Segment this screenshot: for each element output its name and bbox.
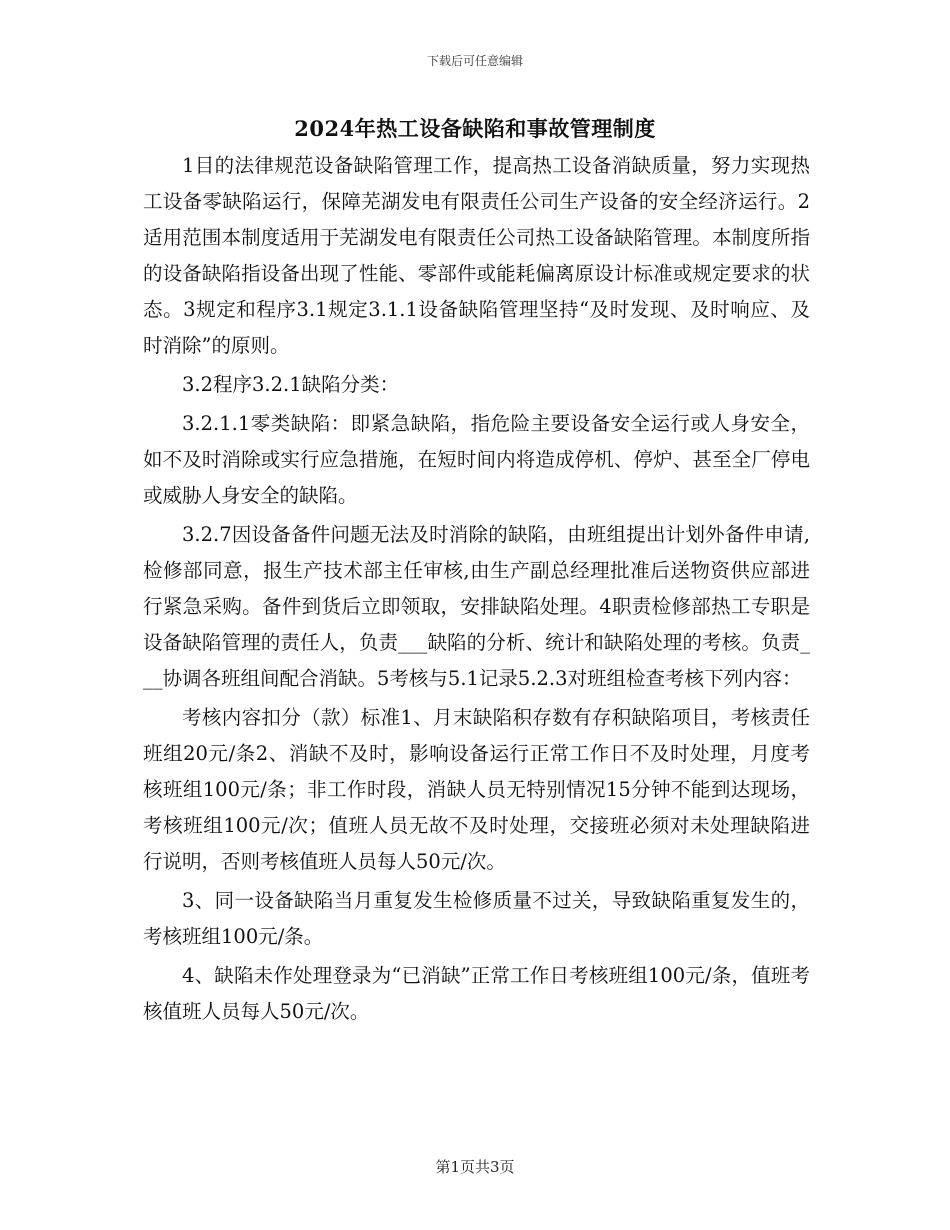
paragraph-procedure-classification: 3.2程序3.2.1缺陷分类： <box>182 373 400 396</box>
paragraph-assessment-standards: 考核内容扣分（款）标准1、月末缺陷积存数有存积缺陷项目，考核责任班组20元/条2、消缺不及时，影响设备运行正常工作日不及时处理，月度考核班组100元/条；非工作时段，消缺人员无特别情况15分钟不能到达现场，考核班组100元/次；值班人员无故不及时处理，交接班必须对未处理缺陷进行说明，否则考核值班人员每人50元/次。 <box>143 706 810 873</box>
paragraph-purpose-scope: 1目的法律规范设备缺陷管理工作，提高热工设备消缺质量，努力实现热工设备零缺陷运行，保障芜湖发电有限责任公司生产设备的安全经济运行。2适用范围本制度适用于芜湖发电有限责任公司热工设备缺陷管理。本制度所指的设备缺陷指设备出现了性能、零部件或能耗偏离原设计标准或规定要求的状态。3规定和程序3.1规定3.1.1设备缺陷管理坚持“及时发现、及时响应、及时消除”的原则。 <box>143 154 810 357</box>
document-title: 2024年热工设备缺陷和事故管理制度 <box>294 116 656 141</box>
document-body <box>143 148 810 1033</box>
paragraph-spare-parts-responsibility: 3.2.7因设备备件问题无法及时消除的缺陷，由班组提出计划外备件申请,检修部同意，报生产技术部主任审核,由生产副总经理批准后送物资供应部进行紧急采购。备件到货后立即领取，安排缺陷处理。4职责检修部热工专职是设备缺陷管理的责任人，负责___缺陷的分析、统计和缺陷处理的考核。负责___协调各班组间配合消缺。5考核与5.1记录5.2.3对班组检查考核下列内容： <box>143 523 810 690</box>
page-number: 第1页共3页 <box>435 1158 515 1176</box>
paragraph-repeat-defect: 3、同一设备缺陷当月重复发生检修质量不过关，导致缺陷重复发生的，考核班组100元/条。 <box>143 889 810 948</box>
paragraph-zero-class-defect: 3.2.1.1零类缺陷：即紧急缺陷，指危险主要设备安全运行或人身安全，如不及时消除或实行应急措施，在短时间内将造成停机、停炉、甚至全厂停电或威胁人身安全的缺陷。 <box>143 412 810 507</box>
page-header-note: 下载后可任意编辑 <box>426 54 523 68</box>
paragraph-false-record: 4、缺陷未作处理登录为“已消缺”正常工作日考核班组100元/条，值班考核值班人员每人50元/次。 <box>143 964 810 1023</box>
